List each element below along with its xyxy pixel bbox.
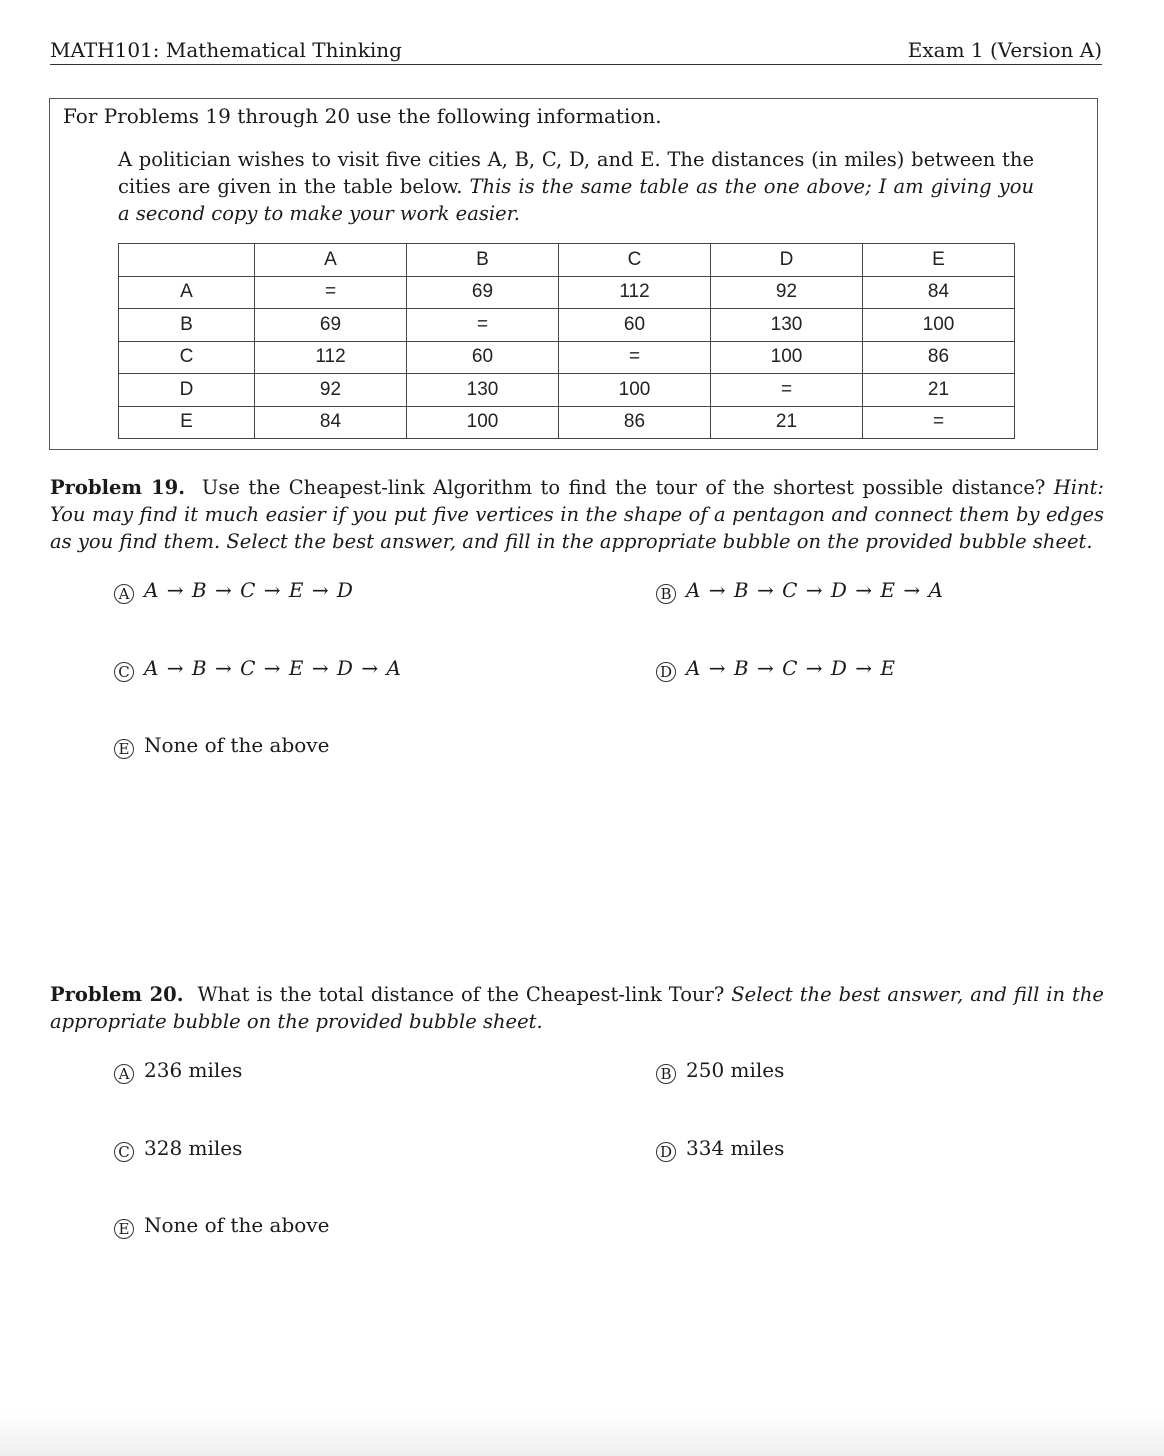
- p19-choice-c[interactable]: [114, 655, 402, 682]
- table-row: [119, 374, 1015, 407]
- table-header-cell: [119, 244, 255, 277]
- table-row: [119, 276, 1015, 309]
- distance-table: [118, 243, 1015, 439]
- p19-choice-d[interactable]: [656, 655, 896, 682]
- info-desc-plain: A politician wishes to visit five cities A, B, C, D, and E. The distances (in miles) between the cities are given in the table below.: [118, 148, 1034, 198]
- p20-choice-b[interactable]: [656, 1057, 784, 1084]
- choice-text: 328 miles: [144, 1136, 243, 1160]
- table-row: [119, 341, 1015, 374]
- table-row: [119, 406, 1015, 439]
- bubble-d[interactable]: D: [656, 662, 676, 682]
- table-cell: 84: [255, 406, 407, 439]
- table-cell: A: [119, 276, 255, 309]
- choice-text: None of the above: [144, 1213, 330, 1237]
- info-box: [49, 98, 1098, 450]
- table-cell: D: [119, 374, 255, 407]
- table-cell: 130: [407, 374, 559, 407]
- table-cell: 100: [863, 309, 1015, 342]
- page-header: [50, 36, 1102, 65]
- table-cell: 21: [863, 374, 1015, 407]
- problem-19-hint: Hint: You may find it much easier if you put five vertices in the shape of a pentagon and connect them by edges as you find them. Select the best answer, and fill in the appropriate bubble on the provided bubble sheet.: [50, 476, 1104, 553]
- table-cell: B: [119, 309, 255, 342]
- problem-20: [50, 981, 1104, 1035]
- bubble-d[interactable]: D: [656, 1142, 676, 1162]
- table-cell: =: [559, 341, 711, 374]
- p19-choice-e[interactable]: [114, 732, 329, 759]
- table-row: [119, 309, 1015, 342]
- table-header-cell: D: [711, 244, 863, 277]
- choice-text: 334 miles: [686, 1136, 785, 1160]
- bubble-e[interactable]: E: [114, 739, 134, 759]
- p20-choice-e[interactable]: [114, 1212, 329, 1239]
- choice-text: 250 miles: [686, 1058, 785, 1082]
- p20-choice-d[interactable]: [656, 1135, 784, 1162]
- table-cell: 100: [559, 374, 711, 407]
- table-header-cell: B: [407, 244, 559, 277]
- table-cell: 100: [407, 406, 559, 439]
- info-lead: For Problems 19 through 20 use the following information.: [63, 104, 662, 128]
- p19-choice-b[interactable]: [656, 577, 944, 604]
- problem-19-label: Problem 19.: [50, 476, 185, 499]
- problem-20-label: Problem 20.: [50, 983, 184, 1006]
- table-cell: 92: [255, 374, 407, 407]
- bubble-a[interactable]: A: [114, 1064, 134, 1084]
- bubble-b[interactable]: B: [656, 584, 676, 604]
- choice-text: 236 miles: [144, 1058, 243, 1082]
- table-cell: C: [119, 341, 255, 374]
- choice-text: None of the above: [144, 733, 330, 757]
- p20-choice-c[interactable]: [114, 1135, 242, 1162]
- table-cell: 100: [711, 341, 863, 374]
- info-desc-italic: This is the same table as the one above; I am giving you a second copy to make your work easier.: [118, 175, 1034, 225]
- choice-text: A → B → C → D → E: [686, 656, 896, 680]
- table-header-cell: E: [863, 244, 1015, 277]
- table-cell: =: [407, 309, 559, 342]
- table-cell: 60: [559, 309, 711, 342]
- table-cell: 60: [407, 341, 559, 374]
- problem-19: [50, 474, 1104, 555]
- table-cell: 86: [559, 406, 711, 439]
- course-title: MATH101: Mathematical Thinking: [50, 38, 402, 62]
- bubble-a[interactable]: A: [114, 584, 134, 604]
- table-cell: 69: [407, 276, 559, 309]
- bubble-e[interactable]: E: [114, 1219, 134, 1239]
- page-bottom-shadow: [0, 1412, 1164, 1456]
- table-cell: E: [119, 406, 255, 439]
- table-cell: 92: [711, 276, 863, 309]
- choice-text: A → B → C → E → D → A: [144, 656, 402, 680]
- table-cell: 112: [255, 341, 407, 374]
- table-cell: 130: [711, 309, 863, 342]
- table-cell: 69: [255, 309, 407, 342]
- bubble-c[interactable]: C: [114, 662, 134, 682]
- table-header-row: [119, 244, 1015, 277]
- table-cell: =: [711, 374, 863, 407]
- p20-choice-a[interactable]: [114, 1057, 242, 1084]
- bubble-c[interactable]: C: [114, 1142, 134, 1162]
- p19-choice-a[interactable]: [114, 577, 354, 604]
- table-header-cell: A: [255, 244, 407, 277]
- problem-20-instruction: Select the best answer, and fill in the appropriate bubble on the provided bubble sheet.: [50, 983, 1104, 1033]
- choice-text: A → B → C → E → D: [144, 578, 354, 602]
- table-cell: =: [863, 406, 1015, 439]
- exam-title: Exam 1 (Version A): [907, 38, 1102, 62]
- table-cell: 84: [863, 276, 1015, 309]
- choice-text: A → B → C → D → E → A: [686, 578, 944, 602]
- table-cell: 112: [559, 276, 711, 309]
- table-header-cell: C: [559, 244, 711, 277]
- table-cell: 21: [711, 406, 863, 439]
- problem-20-text: What is the total distance of the Cheapest-link Tour?: [197, 983, 725, 1006]
- problem-19-text: Use the Cheapest-link Algorithm to find the tour of the shortest possible distance?: [201, 476, 1046, 499]
- table-cell: 86: [863, 341, 1015, 374]
- info-description: [118, 146, 1034, 227]
- table-cell: =: [255, 276, 407, 309]
- bubble-b[interactable]: B: [656, 1064, 676, 1084]
